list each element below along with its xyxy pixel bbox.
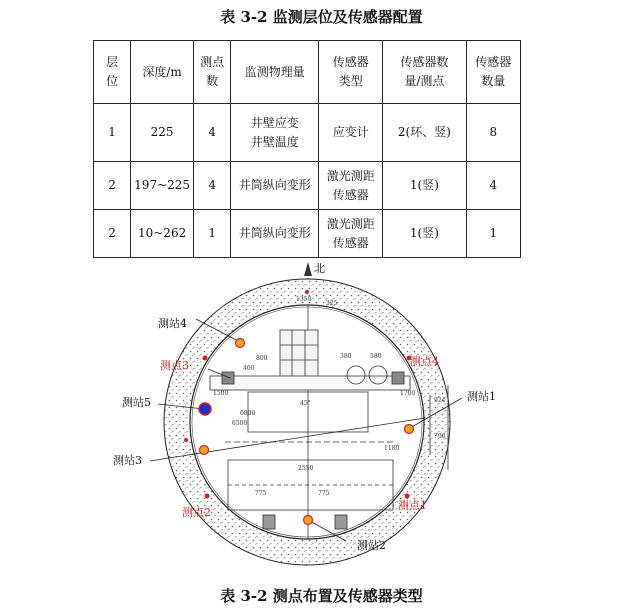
station-label-2: 测站2 bbox=[357, 539, 386, 552]
header-points: 测点 数 bbox=[194, 41, 231, 104]
header-sensor-type: 传感器 类型 bbox=[319, 41, 383, 104]
cell-sensor-type: 应变计 bbox=[319, 104, 383, 162]
sensor-config-table bbox=[93, 40, 521, 258]
figure-caption: 表 3-2 测点布置及传感器类型 bbox=[220, 587, 423, 605]
table-row bbox=[94, 162, 521, 210]
point-marker bbox=[305, 290, 309, 294]
header-depth: 深度/m bbox=[131, 41, 194, 104]
dim-label: 45° bbox=[300, 400, 311, 407]
table-title: 表 3-2 监测层位及传感器配置 bbox=[220, 8, 423, 26]
cell-per-point: 2(环、竖) bbox=[383, 104, 466, 162]
dim-label: 580 bbox=[370, 353, 382, 360]
shaft-cross-section-diagram bbox=[0, 258, 643, 583]
dim-label: 700 bbox=[434, 433, 446, 440]
point-marker bbox=[184, 438, 188, 442]
point-marker bbox=[203, 356, 208, 361]
cell-depth: 10~262 bbox=[131, 210, 194, 258]
cell-points: 1 bbox=[194, 210, 231, 258]
dim-label: 1500 bbox=[213, 390, 229, 397]
cell-count: 4 bbox=[466, 162, 520, 210]
cell-layer: 1 bbox=[94, 104, 131, 162]
cell-count: 8 bbox=[466, 104, 520, 162]
dim-label: 1700 bbox=[400, 390, 416, 397]
dim-label: 6500 bbox=[232, 420, 248, 427]
dim-label: 924 bbox=[434, 397, 446, 404]
cell-count: 1 bbox=[466, 210, 520, 258]
point-label-2: 测点2 bbox=[182, 506, 211, 519]
station-marker-1 bbox=[405, 425, 414, 434]
point-marker bbox=[405, 494, 410, 499]
header-sensors-per-point: 传感器数 量/测点 bbox=[383, 41, 466, 104]
cell-per-point: 1(竖) bbox=[383, 210, 466, 258]
station-label-1: 测站1 bbox=[467, 390, 496, 403]
dim-label: 775 bbox=[318, 490, 330, 497]
header-quantity: 监测物理量 bbox=[231, 41, 319, 104]
dim-label: 1350 bbox=[296, 296, 312, 303]
station-marker-2 bbox=[304, 516, 313, 525]
dim-label: 1180 bbox=[384, 445, 400, 452]
cell-quantity: 井壁应变 井壁温度 bbox=[231, 104, 319, 162]
dim-label: 775 bbox=[255, 490, 267, 497]
table-row bbox=[94, 210, 521, 258]
point-label-4: 测点4 bbox=[410, 355, 439, 368]
dim-label: 800 bbox=[256, 355, 268, 362]
dim-label: 325 bbox=[326, 300, 338, 307]
dim-label: 380 bbox=[340, 353, 352, 360]
table-row bbox=[94, 104, 521, 162]
cell-sensor-type: 激光测距 传感器 bbox=[319, 162, 383, 210]
north-label: 北 bbox=[314, 262, 325, 275]
cell-points: 4 bbox=[194, 162, 231, 210]
cell-depth: 197~225 bbox=[131, 162, 194, 210]
cell-layer: 2 bbox=[94, 210, 131, 258]
station-marker-4 bbox=[236, 339, 245, 348]
station-label-5: 测站5 bbox=[122, 396, 151, 409]
dim-label: 400 bbox=[243, 365, 255, 372]
station-marker-3 bbox=[200, 446, 209, 455]
header-layer: 层 位 bbox=[94, 41, 131, 104]
station-label-3: 测站3 bbox=[113, 454, 142, 467]
station-marker-5 bbox=[199, 403, 211, 415]
cell-depth: 225 bbox=[131, 104, 194, 162]
header-sensor-count: 传感器 数量 bbox=[466, 41, 520, 104]
point-marker bbox=[205, 494, 210, 499]
table-header-row bbox=[94, 41, 521, 104]
dim-label: 6800 bbox=[240, 410, 256, 417]
cell-quantity: 井筒纵向变形 bbox=[231, 210, 319, 258]
cell-quantity: 井筒纵向变形 bbox=[231, 162, 319, 210]
cell-points: 4 bbox=[194, 104, 231, 162]
point-label-1: 测点1 bbox=[398, 499, 427, 512]
cell-sensor-type: 激光测距 传感器 bbox=[319, 210, 383, 258]
cell-per-point: 1(竖) bbox=[383, 162, 466, 210]
cell-layer: 2 bbox=[94, 162, 131, 210]
dim-label: 2550 bbox=[298, 465, 314, 472]
point-label-3: 测点3 bbox=[160, 359, 189, 372]
station-label-4: 测站4 bbox=[158, 317, 187, 330]
